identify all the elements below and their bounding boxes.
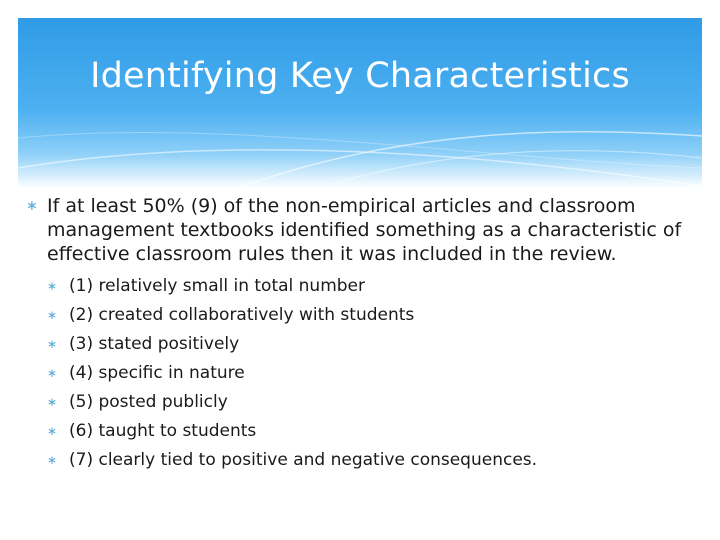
list-item: [47, 446, 698, 475]
list-item-text: (5) posted publicly: [69, 392, 228, 412]
bullet-icon: ∗: [47, 279, 58, 293]
content-area: [26, 194, 698, 475]
main-bullet-item: [26, 194, 698, 266]
characteristics-list: [47, 272, 698, 475]
slide-title: Identifying Key Characteristics: [90, 56, 630, 96]
bullet-icon: ∗: [47, 395, 58, 409]
list-item-text: (4) specific in nature: [69, 363, 245, 383]
list-item: [47, 388, 698, 417]
bullet-icon: ∗: [47, 308, 58, 322]
list-item-text: (1) relatively small in total number: [69, 276, 366, 296]
title-band: [18, 18, 702, 188]
list-item-text: (3) stated positively: [69, 334, 240, 354]
list-item: [47, 359, 698, 388]
bullet-icon: ∗: [47, 453, 58, 467]
list-item: [47, 272, 698, 301]
list-item-text: (7) clearly tied to positive and negative consequences.: [69, 450, 538, 470]
main-bullet-text: If at least 50% (9) of the non-empirical articles and classroom management textbooks identified something as a characteristic of effective classroom rules then it was included in the review.: [47, 195, 682, 265]
list-item-text: (6) taught to students: [69, 421, 257, 441]
decorative-swoosh-lines: [18, 18, 702, 188]
bullet-icon: ∗: [47, 366, 58, 380]
list-item: [47, 417, 698, 446]
bullet-icon: ∗: [47, 337, 58, 351]
bullet-icon: ∗: [47, 424, 58, 438]
list-item: [47, 301, 698, 330]
bullet-icon: ∗: [26, 198, 38, 214]
list-item-text: (2) created collaboratively with students: [69, 305, 415, 325]
list-item: [47, 330, 698, 359]
